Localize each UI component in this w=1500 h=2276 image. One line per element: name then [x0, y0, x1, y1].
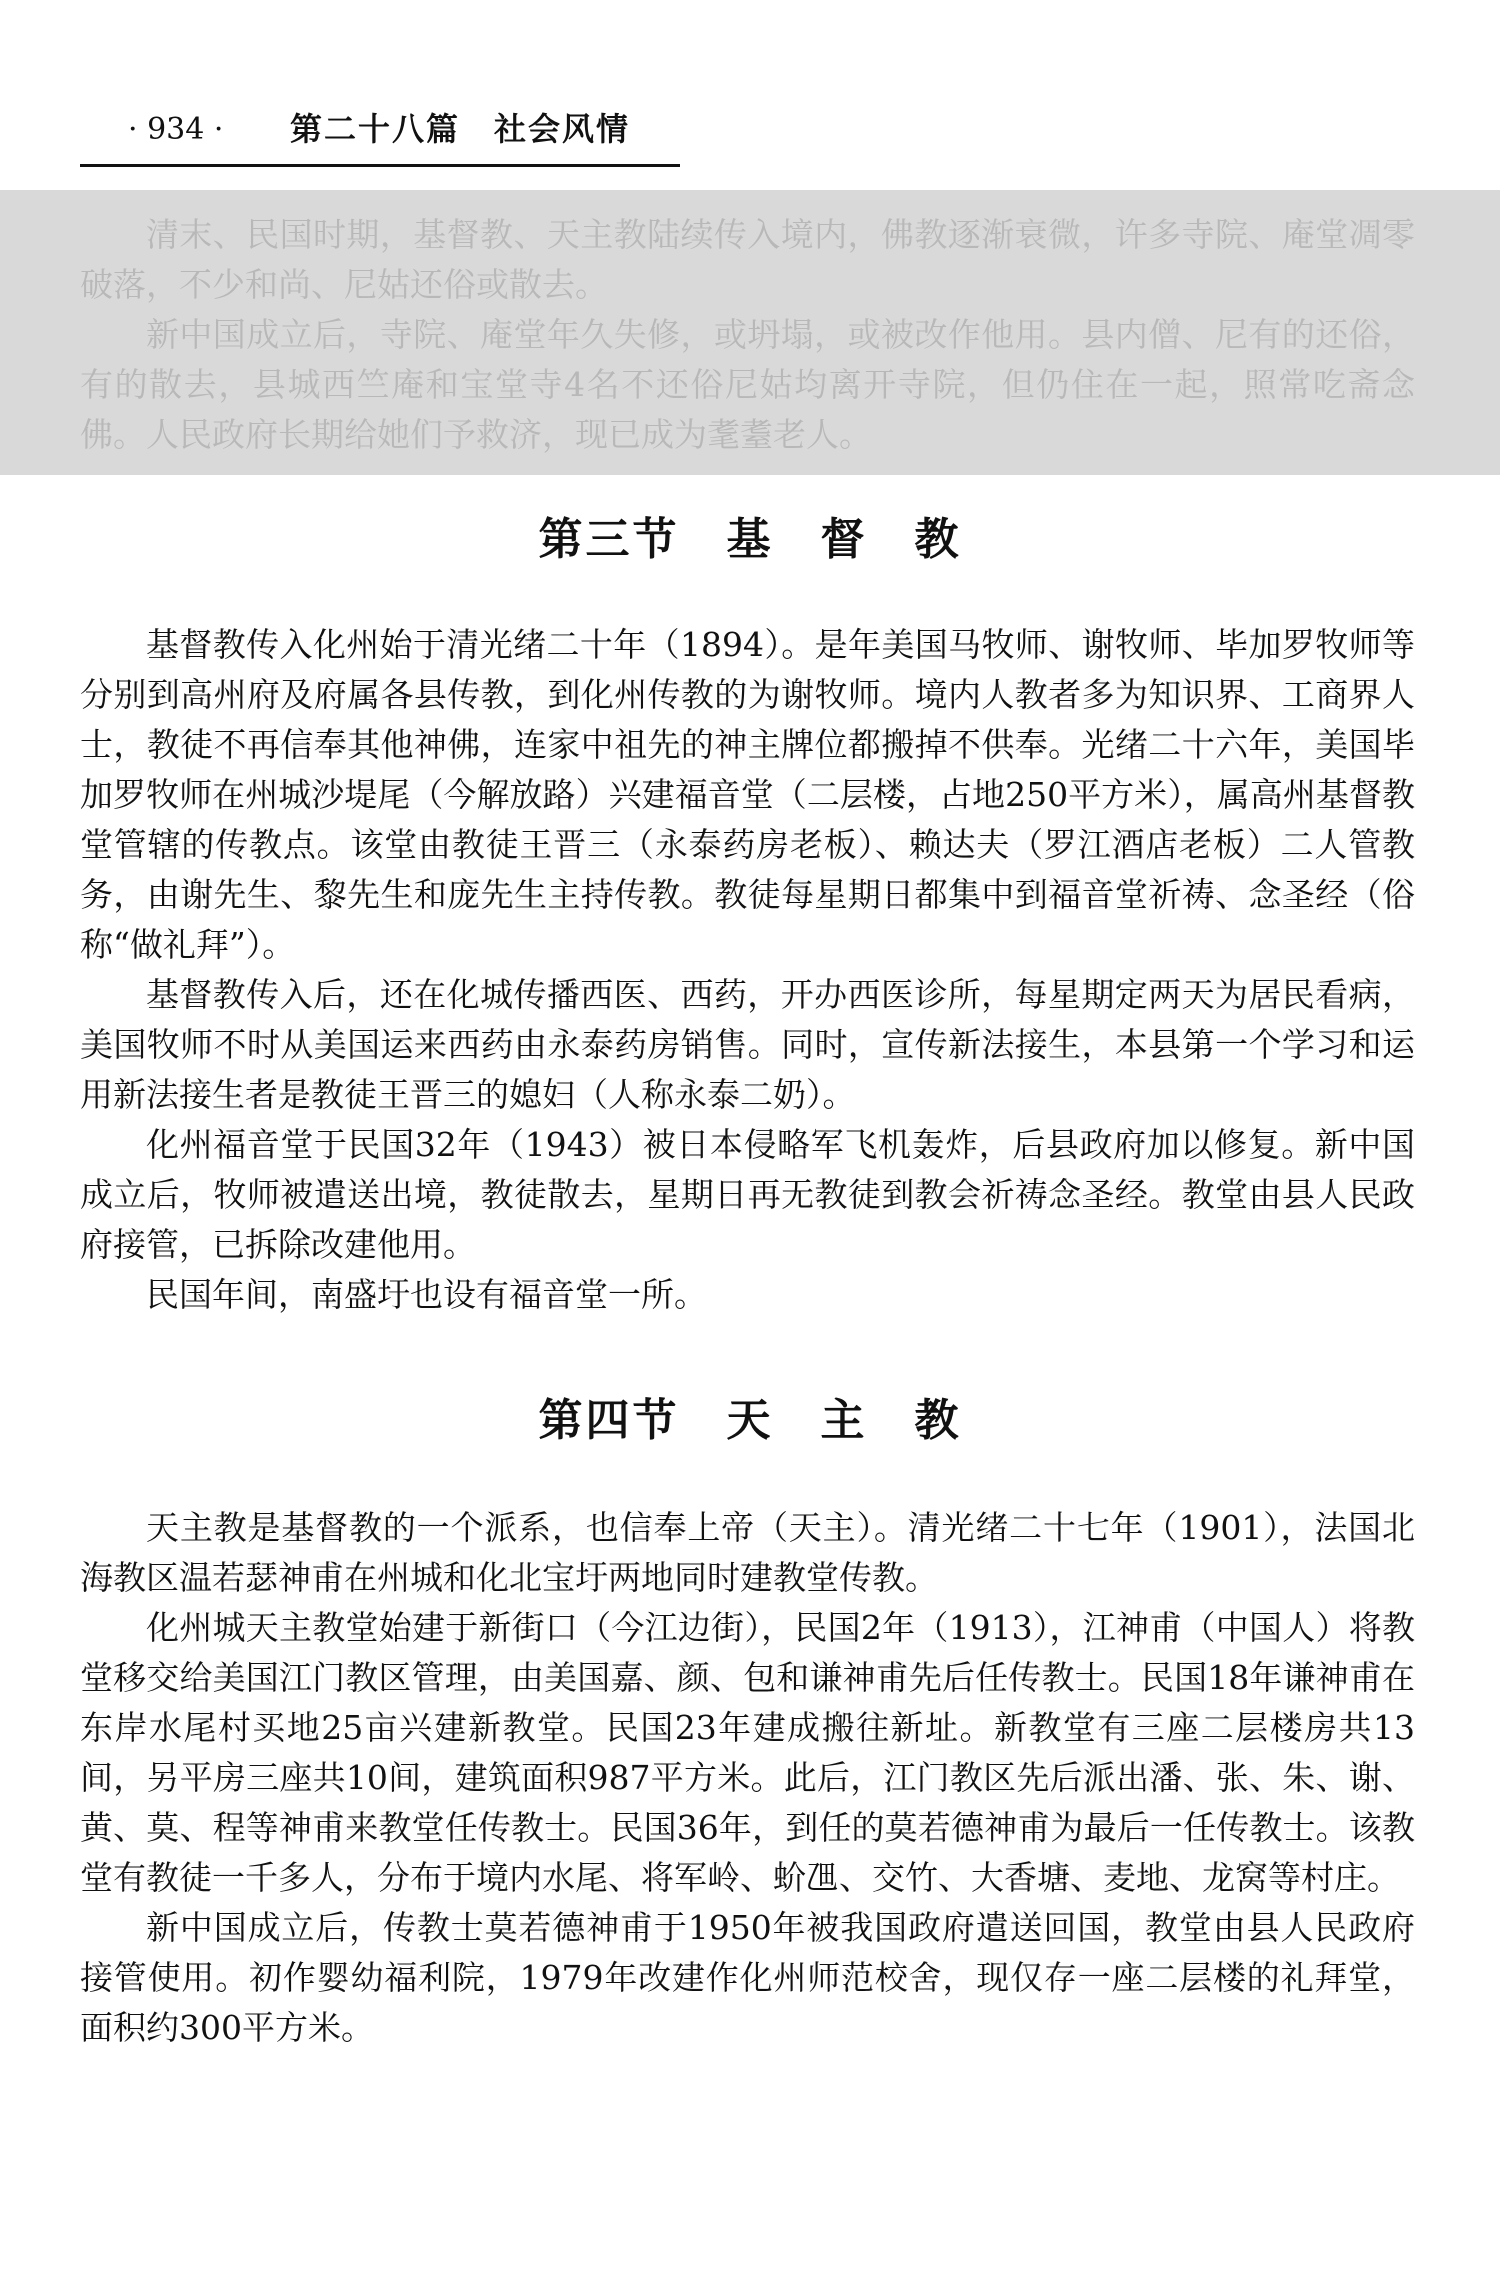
paragraph: 化州福音堂于民国32年（1943）被日本侵略军飞机轰炸，后县政府加以修复。新中国成立后，牧师被遣送出境，教徒散去，星期日再无教徒到教会祈祷念圣经。教堂由县人民政府接管，已拆除改建他用。 [80, 1125, 1415, 1264]
paragraph: 新中国成立后，传教士莫若德神甫于1950年被我国政府遣送回国，教堂由县人民政府接管使用。初作婴幼福利院，1979年改建作化州师范校舍，现仅存一座二层楼的礼拜堂，面积约300平方米。 [80, 1908, 1415, 2047]
chapter-title: 第二十八篇 社会风情 [290, 110, 631, 148]
paragraph: 天主教是基督教的一个派系，也信奉上帝（天主）。清光绪二十七年（1901），法国北海教区温若瑟神甫在州城和化北宝圩两地同时建教堂传教。 [80, 1508, 1415, 1597]
header-rule [80, 164, 680, 167]
section-title-christianity: 第三节 基 督 教 [538, 514, 962, 565]
paragraph: 基督教传入后，还在化城传播西医、西药，开办西医诊所，每星期定两天为居民看病，美国牧师不时从美国运来西药由永泰药房销售。同时，宣传新法接生，本县第一个学习和运用新法接生者是教徒王晋三的媳妇（人称永泰二奶）。 [80, 975, 1415, 1114]
paragraph: 化州城天主教堂始建于新街口（今江边街），民国2年（1913），江神甫（中国人）将教堂移交给美国江门教区管理，由美国嘉、颜、包和谦神甫先后任传教士。民国18年谦神甫在东岸水尾村买地25亩兴建新教堂。民国23年建成搬往新址。新教堂有三座二层楼房共13间，另平房三座共10间，建筑面积987平方米。此后，江门教区先后派出潘、张、朱、谢、黄、莫、程等神甫来教堂任传教士。民国36年，到任的莫若德神甫为最后一任传教士。该教堂有教徒一千多人，分布于境内水尾、将军岭、蚧乪、交竹、大香塘、麦地、龙窝等村庄。 [80, 1608, 1415, 1897]
section-body-catholicism [80, 1503, 1415, 2053]
section-title-catholicism: 第四节 天 主 教 [538, 1395, 962, 1446]
section-body-christianity [80, 620, 1415, 1320]
faded-text-block [0, 190, 1500, 475]
paragraph: 清末、民国时期，基督教、天主教陆续传入境内，佛教逐渐衰微，许多寺院、庵堂凋零破落，不少和尚、尼姑还俗或散去。 [80, 215, 1415, 304]
faded-text-content [80, 210, 1415, 460]
running-header [80, 100, 680, 160]
page-number: · 934 · [128, 112, 224, 147]
paragraph: 民国年间，南盛圩也设有福音堂一所。 [146, 1275, 707, 1314]
paragraph: 新中国成立后，寺院、庵堂年久失修，或坍塌，或被改作他用。县内僧、尼有的还俗，有的散去，县城西竺庵和宝堂寺4名不还俗尼姑均离开寺院，但仍住在一起，照常吃斋念佛。人民政府长期给她们予救济，现已成为耄耋老人。 [80, 315, 1415, 454]
paragraph: 基督教传入化州始于清光绪二十年（1894）。是年美国马牧师、谢牧师、毕加罗牧师等分别到高州府及府属各县传教，到化州传教的为谢牧师。境内人教者多为知识界、工商界人士，教徒不再信奉其他神佛，连家中祖先的神主牌位都搬掉不供奉。光绪二十六年，美国毕加罗牧师在州城沙堤尾（今解放路）兴建福音堂（二层楼，占地250平方米），属高州基督教堂管辖的传教点。该堂由教徒王晋三（永泰药房老板）、赖达夫（罗江酒店老板）二人管教务，由谢先生、黎先生和庞先生主持传教。教徒每星期日都集中到福音堂祈祷、念圣经（俗称“做礼拜”）。 [80, 625, 1415, 964]
